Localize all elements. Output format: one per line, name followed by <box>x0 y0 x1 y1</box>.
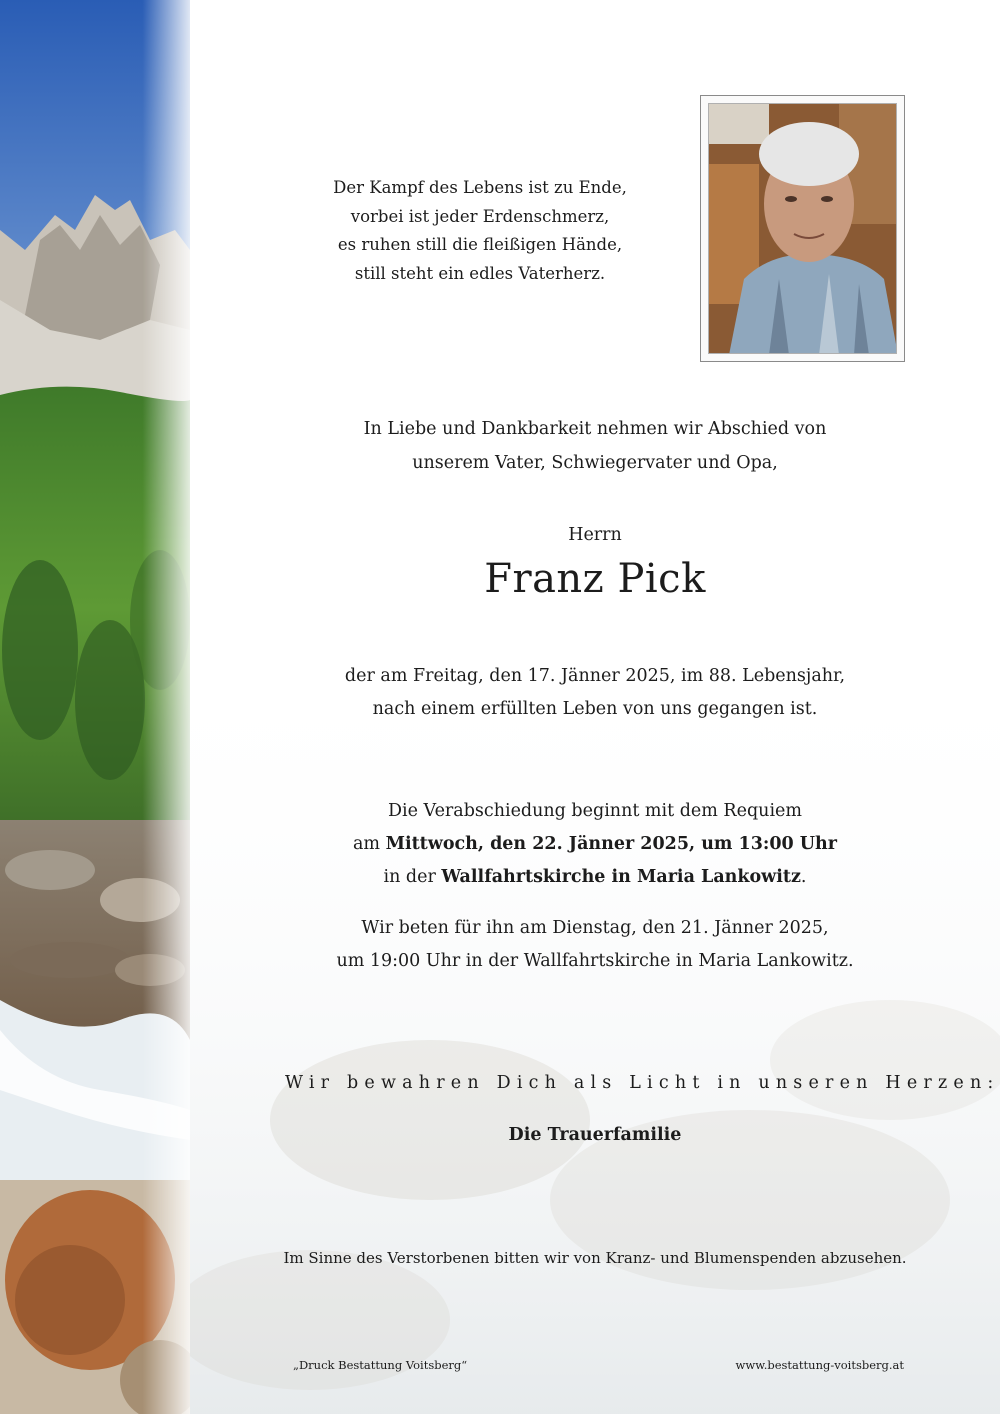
footer-website: www.bestattung-voitsberg.at <box>735 1358 904 1372</box>
service-datetime: Mittwoch, den 22. Jänner 2025, um 13:00 Uhr <box>385 834 837 854</box>
poem-line: still steht ein edles Vaterherz. <box>354 263 606 283</box>
intro-line: In Liebe und Dankbarkeit nehmen wir Abschied von <box>363 419 827 439</box>
service-info <box>290 795 900 894</box>
background-water-wash <box>190 640 1000 1414</box>
portrait-photo <box>700 95 905 362</box>
service-line-3-prefix: in der <box>383 867 442 887</box>
portrait-image <box>709 104 897 354</box>
poem-line: vorbei ist jeder Erdenschmerz, <box>350 206 610 226</box>
service-line-3 <box>290 861 900 894</box>
intro-line: unserem Vater, Schwiegervater und Opa, <box>412 453 778 473</box>
poem <box>300 174 660 288</box>
service-line-2-prefix: am <box>352 834 386 854</box>
death-line: der am Freitag, den 17. Jänner 2025, im 88. Lebensjahr, <box>344 666 846 686</box>
service-location: Wallfahrtskirche in Maria Lankowitz <box>441 867 801 887</box>
donation-note: Im Sinne des Verstorbenen bitten wir von Kranz- und Blumenspenden abzusehen. <box>283 1249 907 1267</box>
service-line-3-suffix: . <box>800 867 807 887</box>
prayer-line: Wir beten für ihn am Dienstag, den 21. Jänner 2025, <box>361 918 829 938</box>
family-signature: Die Trauerfamilie <box>508 1125 682 1145</box>
poem-line: Der Kampf des Lebens ist zu Ende, <box>333 178 627 197</box>
prayer-line: um 19:00 Uhr in der Wallfahrtskirche in Maria Lankowitz. <box>336 951 854 971</box>
footer-printer: „Druck Bestattung Voitsberg“ <box>293 1358 468 1372</box>
intro-text <box>300 412 890 480</box>
deceased-name: Franz Pick <box>484 556 706 602</box>
salutation: Herrn <box>568 525 622 545</box>
death-notice <box>290 660 900 726</box>
service-line-2 <box>290 828 900 861</box>
landscape-strip <box>0 0 190 1414</box>
prayer-info <box>290 912 900 978</box>
motto: Wir bewahren Dich als Licht in unseren Herzen: <box>285 1073 1000 1093</box>
death-line: nach einem erfüllten Leben von uns gegangen ist. <box>372 699 818 719</box>
poem-line: es ruhen still die fleißigen Hände, <box>337 235 623 254</box>
service-line-1: Die Verabschiedung beginnt mit dem Requiem <box>387 801 802 821</box>
